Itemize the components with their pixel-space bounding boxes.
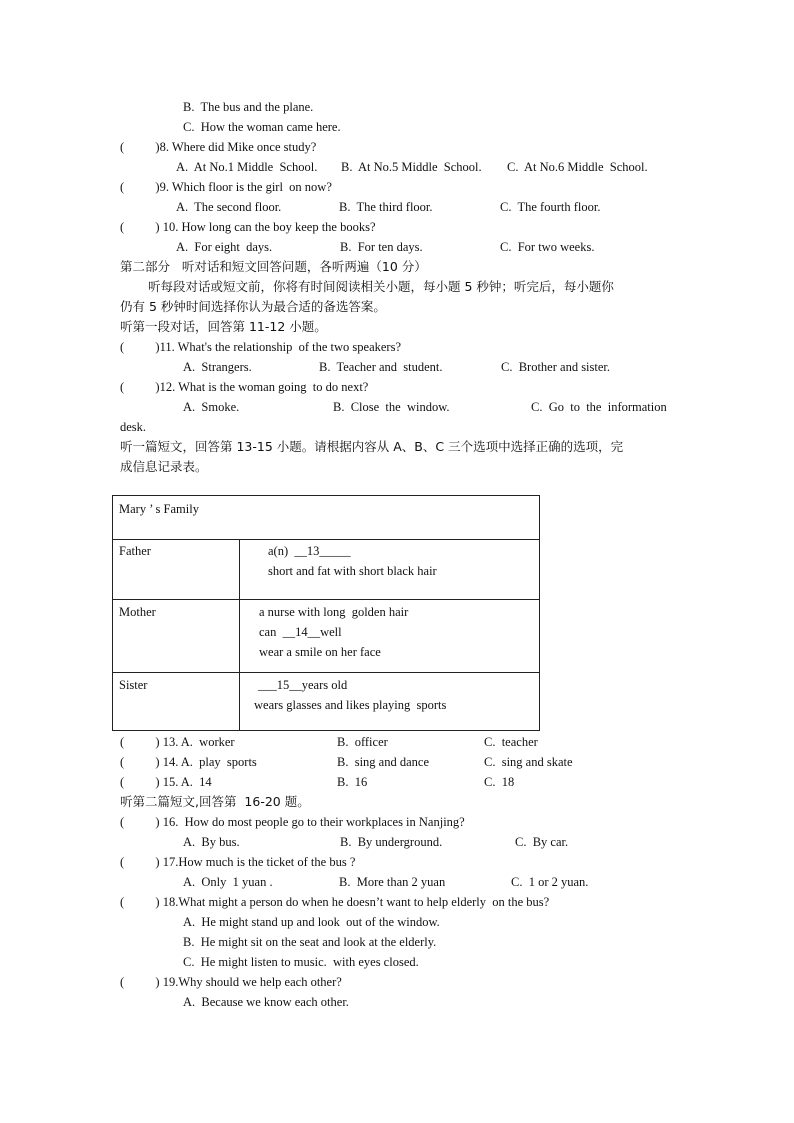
q17-option-c: C. 1 or 2 yuan.: [511, 875, 589, 889]
row-label-sister: Sister: [119, 678, 148, 692]
mother-line-2: can __14__well: [259, 625, 342, 639]
q12-option-b: B. Close the window.: [333, 400, 450, 414]
q11-stem: ( )11. What's the relationship of the two speakers?: [120, 340, 401, 354]
q10-option-b: B. For ten days.: [340, 240, 423, 254]
q8-option-c: C. At No.6 Middle School.: [507, 160, 648, 174]
mother-line-3: wear a smile on her face: [259, 645, 381, 659]
mother-line-1: a nurse with long golden hair: [259, 605, 409, 619]
q19-stem: ( ) 19.Why should we help each other?: [120, 975, 342, 989]
part2-instructions-line2: 仍有 5 秒钟时间选择你认为最合适的备选答案。: [120, 299, 386, 314]
q16-option-b: B. By underground.: [340, 835, 443, 849]
q16-option-c: C. By car.: [515, 835, 569, 849]
q17-stem: ( ) 17.How much is the ticket of the bus ?: [120, 855, 356, 869]
q8-option-b: B. At No.5 Middle School.: [341, 160, 482, 174]
q18-option-c: C. He might listen to music. with eyes closed.: [183, 955, 419, 969]
q9-stem: ( )9. Which floor is the girl on now?: [120, 180, 332, 194]
q11-option-c: C. Brother and sister.: [501, 360, 611, 374]
row-label-father: Father: [119, 544, 151, 558]
q14-option-c: C. sing and skate: [484, 755, 573, 769]
part2-instructions-line1: 听每段对话或短文前，你将有时间阅读相关小题，每小题 5 秒钟；听完后，每小题你: [148, 279, 614, 294]
q13-option-b: B. officer: [337, 735, 388, 749]
q9-option-a: A. The second floor.: [176, 200, 282, 214]
q13-stem: ( ) 13. A. worker: [120, 735, 235, 749]
q12-option-a: A. Smoke.: [183, 400, 240, 414]
table-title-row: [113, 496, 540, 540]
part2-heading: 第二部分 听对话和短文回答问题，各听两遍（10 分）: [120, 259, 427, 274]
father-line-1: a(n) __13_____: [268, 544, 351, 558]
q9-option-b: B. The third floor.: [339, 200, 433, 214]
sister-line-2: wears glasses and likes playing sports: [254, 698, 447, 712]
q16-option-a: A. By bus.: [183, 835, 240, 849]
q15-option-b: B. 16: [337, 775, 368, 789]
passage1-instructions-line2: 成信息记录表。: [120, 459, 208, 474]
table-row-father: [113, 540, 540, 600]
row-label-mother: Mother: [119, 605, 156, 619]
q14-stem: ( ) 14. A. play sports: [120, 755, 257, 769]
passage1-instructions-line1: 听一篇短文，回答第 13-15 小题。请根据内容从 A、B、C 三个选项中选择正确的选项，完: [120, 439, 624, 454]
q7-option-b: B. The bus and the plane.: [183, 100, 314, 114]
q12-option-c: C. Go to the information: [531, 400, 667, 414]
q8-stem: ( )8. Where did Mike once study?: [120, 140, 317, 154]
passage2-heading: 听第二篇短文,回答第 16-20 题。: [120, 794, 310, 809]
q13-option-c: C. teacher: [484, 735, 538, 749]
q12-stem: ( )12. What is the woman going to do next?: [120, 380, 369, 394]
q16-stem: ( ) 16. How do most people go to their workplaces in Nanjing?: [120, 815, 465, 829]
sister-line-1: ___15__years old: [258, 678, 348, 692]
info-record-table: [112, 495, 540, 731]
q18-option-b: B. He might sit on the seat and look at the elderly.: [183, 935, 437, 949]
q15-stem: ( ) 15. A. 14: [120, 775, 212, 789]
q7-option-c: C. How the woman came here.: [183, 120, 341, 134]
q14-option-b: B. sing and dance: [337, 755, 429, 769]
dialog1-heading: 听第一段对话，回答第 11-12 小题。: [120, 319, 327, 334]
q10-option-c: C. For two weeks.: [500, 240, 595, 254]
q12-option-c-continued: desk.: [120, 420, 147, 434]
q17-option-a: A. Only 1 yuan .: [183, 875, 273, 889]
q18-option-a: A. He might stand up and look out of the window.: [183, 915, 440, 929]
q8-option-a: A. At No.1 Middle School.: [176, 160, 318, 174]
father-line-2: short and fat with short black hair: [268, 564, 437, 578]
table-row-sister: [113, 673, 540, 731]
q15-option-c: C. 18: [484, 775, 515, 789]
q10-option-a: A. For eight days.: [176, 240, 273, 254]
q9-option-c: C. The fourth floor.: [500, 200, 601, 214]
q17-option-b: B. More than 2 yuan: [339, 875, 446, 889]
q19-option-a: A. Because we know each other.: [183, 995, 349, 1009]
q11-option-b: B. Teacher and student.: [319, 360, 443, 374]
table-row-mother: [113, 600, 540, 673]
q10-stem: ( ) 10. How long can the boy keep the books?: [120, 220, 376, 234]
q18-stem: ( ) 18.What might a person do when he doesn’t want to help elderly on the bus?: [120, 895, 550, 909]
q11-option-a: A. Strangers.: [183, 360, 252, 374]
table-title: Mary ’ s Family: [119, 502, 199, 516]
